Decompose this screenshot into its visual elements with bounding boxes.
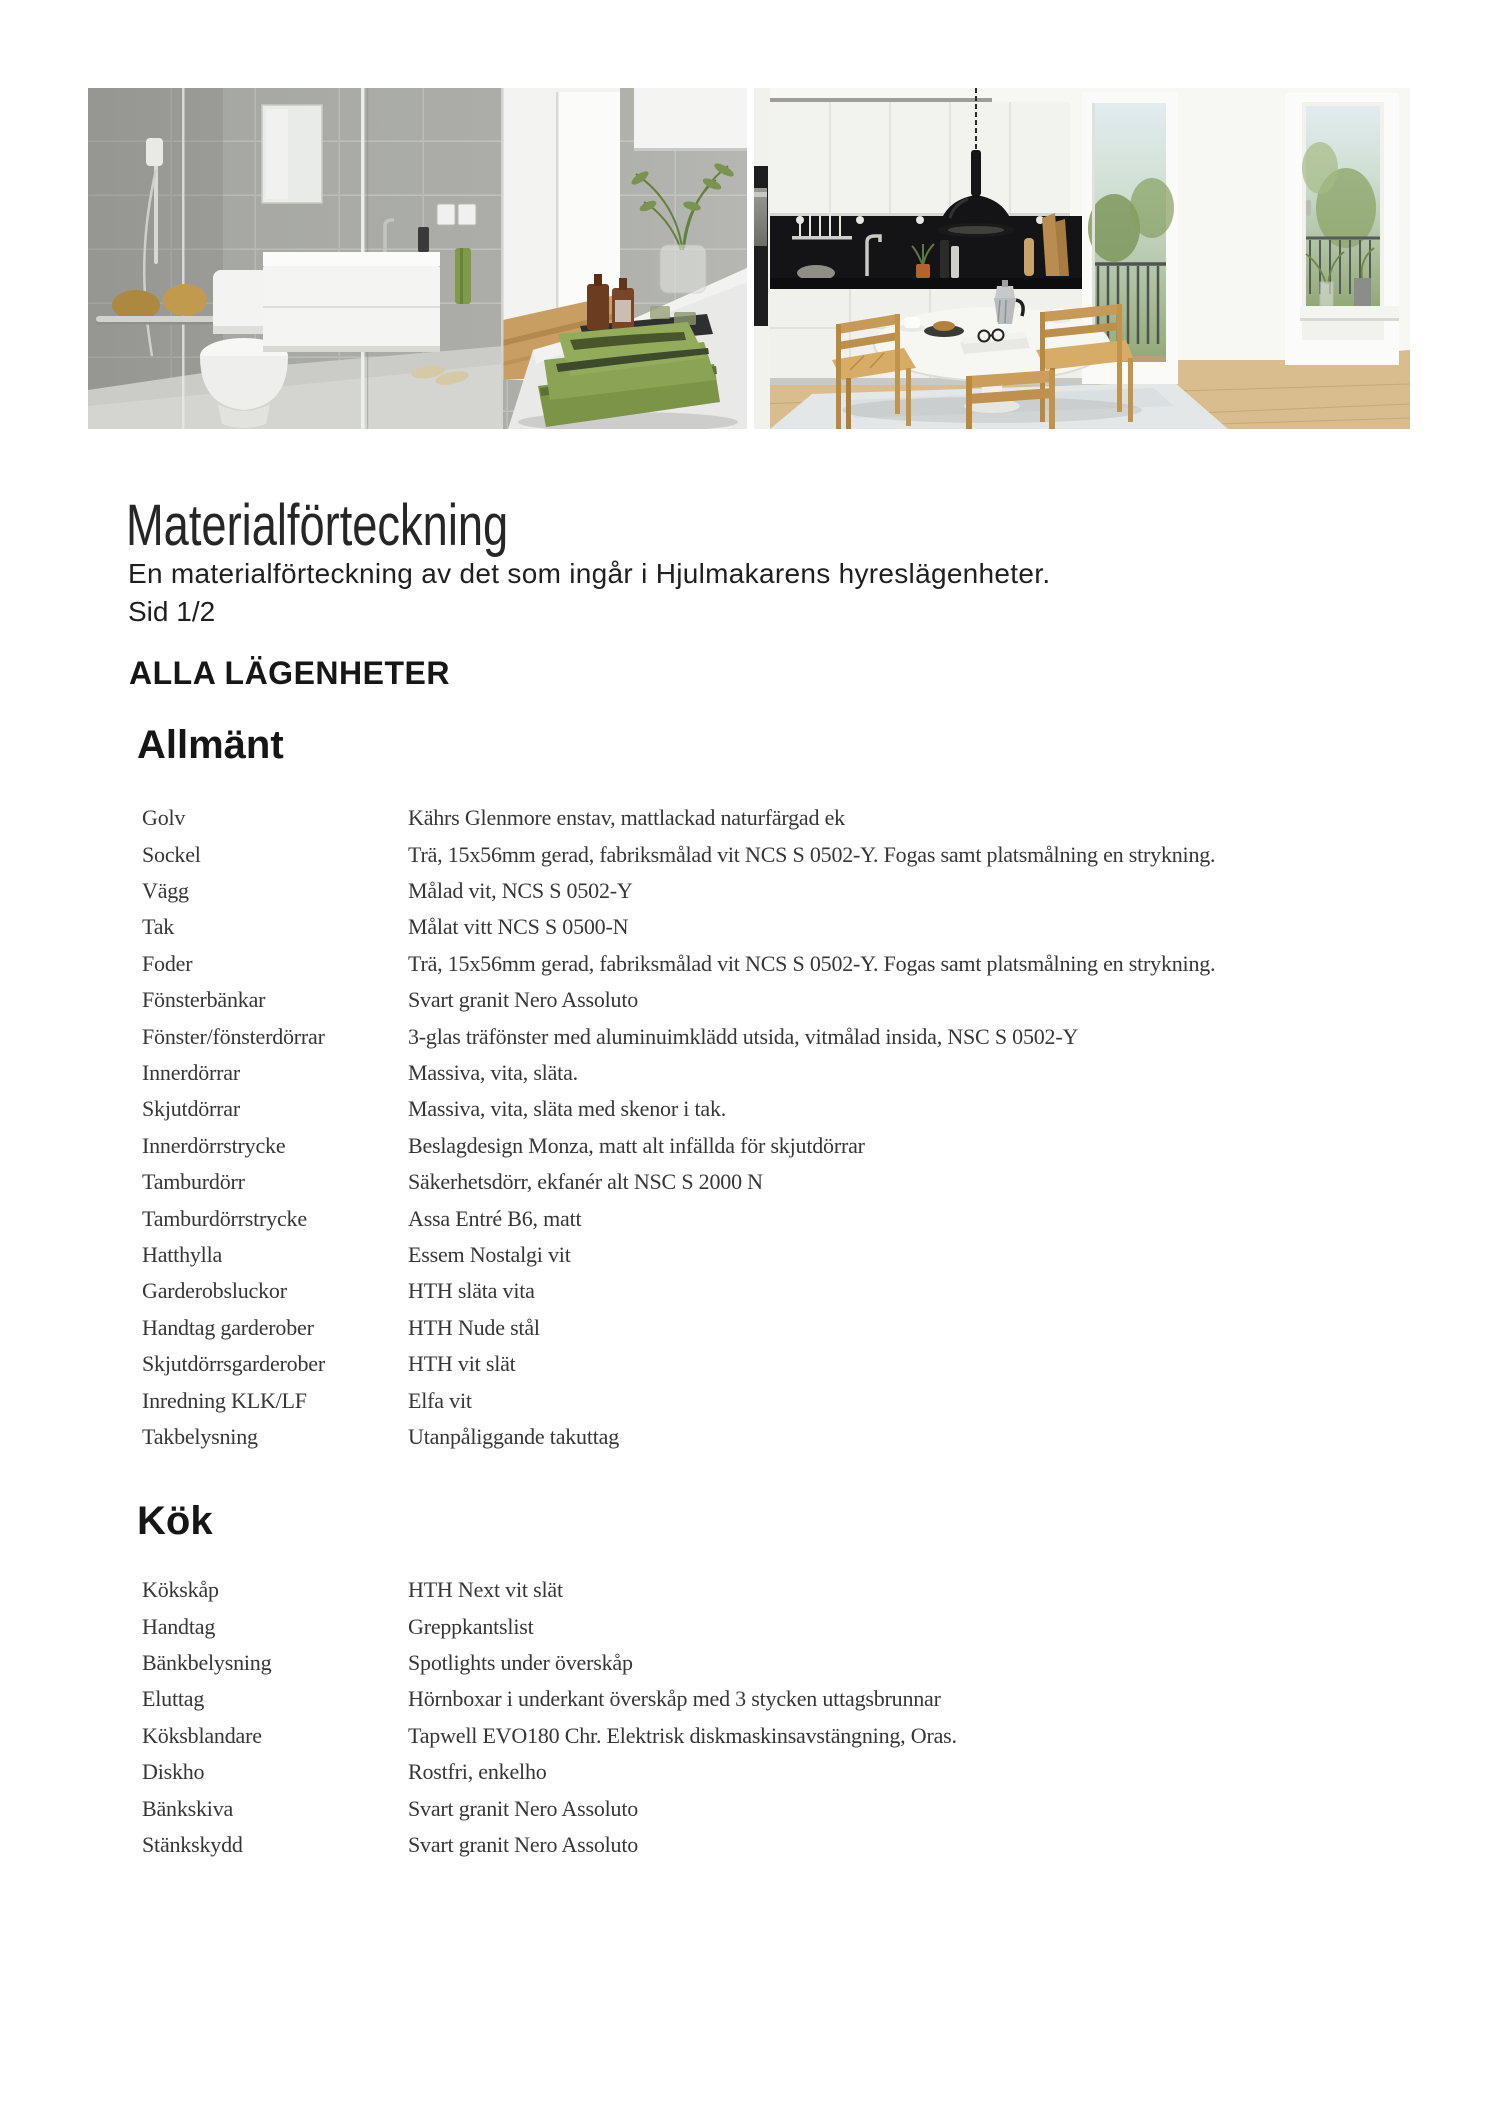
material-rows-allmant bbox=[142, 800, 1472, 1455]
material-rows-kok bbox=[142, 1572, 1472, 1863]
material-value: HTH vit slät bbox=[408, 1351, 516, 1377]
material-row bbox=[142, 1164, 1472, 1200]
glass-vase bbox=[660, 245, 706, 293]
material-row bbox=[142, 1055, 1472, 1091]
material-value: Utanpåliggande takuttag bbox=[408, 1424, 620, 1450]
material-row bbox=[142, 982, 1472, 1018]
window-handle bbox=[1306, 200, 1311, 216]
material-row bbox=[142, 1645, 1472, 1681]
shower-glass-edge bbox=[182, 88, 185, 429]
material-value: Målat vitt NCS S 0500-N bbox=[408, 914, 629, 940]
material-label: Tak bbox=[142, 914, 175, 940]
material-label: Innerdörrstrycke bbox=[142, 1132, 286, 1158]
material-label: Stänkskydd bbox=[142, 1832, 243, 1858]
material-label: Tamburdörrstrycke bbox=[142, 1205, 307, 1231]
material-row bbox=[142, 1827, 1472, 1863]
kitchen-photo bbox=[754, 88, 1410, 429]
material-row bbox=[142, 1346, 1472, 1382]
material-row bbox=[142, 1681, 1472, 1717]
material-row bbox=[142, 1128, 1472, 1164]
page-subtitle: En materialförteckning av det som ingår i Hjulmakarens hyreslägenheter. bbox=[128, 558, 1051, 589]
page-title: Materialförteckning bbox=[126, 493, 509, 558]
material-row bbox=[142, 1754, 1472, 1790]
material-label: Fönsterbänkar bbox=[142, 987, 266, 1013]
material-row bbox=[142, 873, 1472, 909]
material-label: Tamburdörr bbox=[142, 1169, 245, 1195]
soap-bottle bbox=[418, 227, 429, 252]
material-row bbox=[142, 1608, 1472, 1644]
upper-cabinets bbox=[770, 98, 1070, 216]
material-value: HTH släta vita bbox=[408, 1278, 535, 1304]
material-value: Hörnboxar i underkant överskåp med 3 stycken uttagsbrunnar bbox=[408, 1686, 941, 1712]
bathroom-photo bbox=[88, 88, 747, 429]
brown-bottle bbox=[587, 284, 609, 330]
material-value: Svart granit Nero Assoluto bbox=[408, 1795, 639, 1821]
material-row bbox=[142, 1419, 1472, 1455]
material-value: HTH Next vit slät bbox=[408, 1577, 563, 1603]
material-row bbox=[142, 1572, 1472, 1608]
material-value: Spotlights under överskåp bbox=[408, 1650, 633, 1676]
material-value: Massiva, vita, släta med skenor i tak. bbox=[408, 1096, 727, 1122]
material-value: Elfa vit bbox=[408, 1387, 472, 1413]
material-label: Köksblandare bbox=[142, 1722, 262, 1748]
material-label: Bänkskiva bbox=[142, 1795, 234, 1821]
material-label: Fönster/fönsterdörrar bbox=[142, 1023, 325, 1049]
section-title-kok: Kök bbox=[137, 1499, 213, 1543]
material-value: Målad vit, NCS S 0502-Y bbox=[408, 878, 633, 904]
material-value: Kährs Glenmore enstav, mattlackad naturfärgad ek bbox=[408, 805, 845, 831]
soap-bar bbox=[650, 306, 670, 319]
material-value: Svart granit Nero Assoluto bbox=[408, 1832, 639, 1858]
material-value: Beslagdesign Monza, matt alt infällda för skjutdörrar bbox=[408, 1132, 865, 1158]
material-row bbox=[142, 909, 1472, 945]
material-label: Handtag garderober bbox=[142, 1314, 314, 1340]
material-value: Rostfri, enkelho bbox=[408, 1759, 547, 1785]
material-row bbox=[142, 1200, 1472, 1236]
material-value: Tapwell EVO180 Chr. Elektrisk diskmaskinsavstängning, Oras. bbox=[408, 1722, 957, 1748]
material-label: Inredning KLK/LF bbox=[142, 1387, 307, 1413]
material-label: Kökskåp bbox=[142, 1577, 219, 1603]
material-row bbox=[142, 1383, 1472, 1419]
mirror bbox=[262, 105, 322, 203]
material-value: Assa Entré B6, matt bbox=[408, 1205, 582, 1231]
material-label: Diskho bbox=[142, 1759, 205, 1785]
material-value: Greppkantslist bbox=[408, 1613, 534, 1639]
material-row bbox=[142, 1018, 1472, 1054]
material-row bbox=[142, 1237, 1472, 1273]
wall-cabinet bbox=[634, 88, 747, 150]
material-row bbox=[142, 946, 1472, 982]
group-heading: ALLA LÄGENHETER bbox=[129, 655, 450, 691]
pepper-grinder bbox=[1024, 238, 1034, 276]
material-label: Garderobsluckor bbox=[142, 1278, 287, 1304]
countertop bbox=[770, 278, 1100, 289]
material-value: Säkerhetsdörr, ekfanér alt NSC S 2000 N bbox=[408, 1169, 763, 1195]
material-value: 3-glas träfönster med aluminuimklädd utsida, vitmålad insida, NSC S 0502-Y bbox=[408, 1023, 1079, 1049]
hanging-towel bbox=[455, 248, 471, 304]
material-value: Massiva, vita, släta. bbox=[408, 1060, 578, 1086]
material-value: HTH Nude stål bbox=[408, 1314, 540, 1340]
window bbox=[1285, 93, 1399, 365]
section-title-allmant: Allmänt bbox=[137, 723, 284, 767]
cutting-boards bbox=[1042, 213, 1069, 276]
material-row bbox=[142, 836, 1472, 872]
material-row bbox=[142, 1310, 1472, 1346]
material-label: Foder bbox=[142, 950, 193, 976]
photo-strip bbox=[88, 88, 1410, 429]
material-row bbox=[142, 1091, 1472, 1127]
material-label: Skjutdörrsgarderober bbox=[142, 1351, 325, 1377]
material-value: Svart granit Nero Assoluto bbox=[408, 987, 639, 1013]
material-row bbox=[142, 1790, 1472, 1826]
material-label: Handtag bbox=[142, 1613, 216, 1639]
oven-column bbox=[754, 88, 770, 429]
material-row bbox=[142, 800, 1472, 836]
material-row bbox=[142, 1273, 1472, 1309]
material-label: Golv bbox=[142, 805, 186, 831]
material-value: Essem Nostalgi vit bbox=[408, 1242, 571, 1268]
material-label: Innerdörrar bbox=[142, 1060, 240, 1086]
material-label: Hatthylla bbox=[142, 1242, 223, 1268]
material-label: Bänkbelysning bbox=[142, 1650, 272, 1676]
material-label: Skjutdörrar bbox=[142, 1096, 241, 1122]
material-row bbox=[142, 1718, 1472, 1754]
material-label: Eluttag bbox=[142, 1686, 205, 1712]
material-label: Sockel bbox=[142, 841, 201, 867]
material-label: Vägg bbox=[142, 878, 189, 904]
material-value: Trä, 15x56mm gerad, fabriksmålad vit NCS S 0502-Y. Fogas samt platsmålning en strykning. bbox=[408, 841, 1216, 867]
material-value: Trä, 15x56mm gerad, fabriksmålad vit NCS S 0502-Y. Fogas samt platsmålning en strykning. bbox=[408, 950, 1216, 976]
material-label: Takbelysning bbox=[142, 1424, 258, 1450]
page-indicator: Sid 1/2 bbox=[128, 596, 216, 627]
